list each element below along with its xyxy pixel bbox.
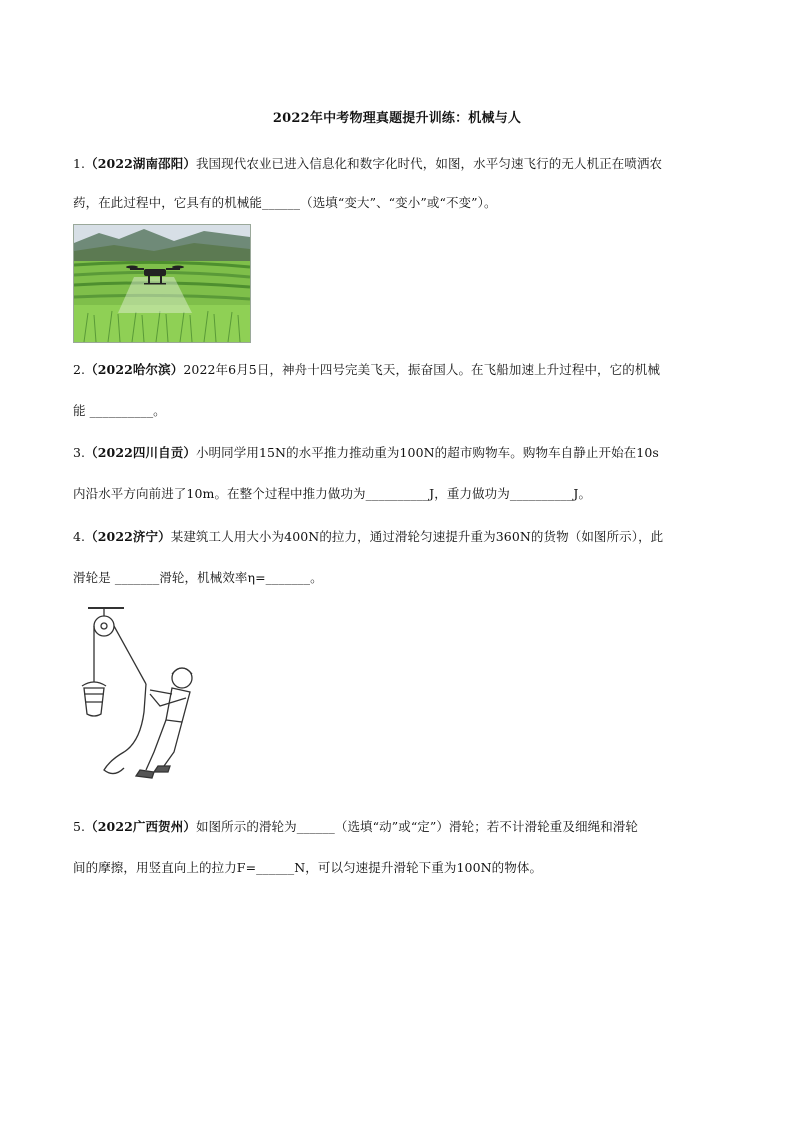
question-5-source: （2022广西贺州） [85, 819, 196, 834]
question-3-source: （2022四川自贡） [85, 445, 196, 460]
question-3-line-1 [73, 443, 659, 461]
question-3-text-1: 小明同学用15N的水平推力推动重为100N的超市购物车。购物车自静止开始在10s [195, 445, 659, 460]
question-4-line-1 [73, 527, 663, 545]
question-2-line-1 [73, 360, 660, 378]
question-2-line-2: 能 __________。 [73, 403, 166, 418]
drone-spraying-photo [73, 224, 251, 343]
question-3-line-2: 内沿水平方向前进了10m。在整个过程中推力做功为__________J，重力做功为__________J。 [73, 486, 592, 501]
question-1-text-1: 我国现代农业已进入信息化和数字化时代，如图，水平匀速飞行的无人机正在喷洒农 [195, 156, 663, 171]
question-5-line-2: 间的摩擦，用竖直向上的拉力F=______N，可以匀速提升滑轮下重为100N的物体。 [73, 860, 543, 875]
question-5-text-1: 如图所示的滑轮为______（选填“动”或“定”）滑轮；若不计滑轮重及细绳和滑轮 [195, 819, 639, 834]
question-2-text-1: 2022年6月5日，神舟十四号完美飞天，振奋国人。在飞船加速上升过程中，它的机械 [183, 362, 661, 377]
question-3-number: 3. [73, 445, 86, 460]
question-1-line-2: 药，在此过程中，它具有的机械能______（选填“变大”、“变小”或“不变”）。 [73, 195, 497, 210]
question-1-source: （2022湖南邵阳） [85, 156, 196, 171]
question-4-line-2: 滑轮是 _______滑轮，机械效率η=_______。 [73, 570, 323, 585]
page-title: 2022年中考物理真题提升训练：机械与人 [272, 111, 522, 126]
question-4-number: 4. [73, 529, 86, 544]
question-5-number: 5. [73, 819, 86, 834]
question-4-source: （2022济宁） [85, 529, 171, 544]
question-2-source: （2022哈尔滨） [85, 362, 184, 377]
question-4-text-1: 某建筑工人用大小为400N的拉力，通过滑轮匀速提升重为360N的货物（如图所示），此 [170, 529, 664, 544]
question-2-number: 2. [73, 362, 86, 377]
pulley-worker-art [74, 602, 200, 786]
question-1-number: 1. [73, 156, 86, 171]
question-5-line-1 [73, 817, 638, 835]
drone-photo-art [74, 225, 250, 342]
pulley-worker-illustration [74, 602, 200, 786]
question-1-line-1 [73, 154, 662, 172]
